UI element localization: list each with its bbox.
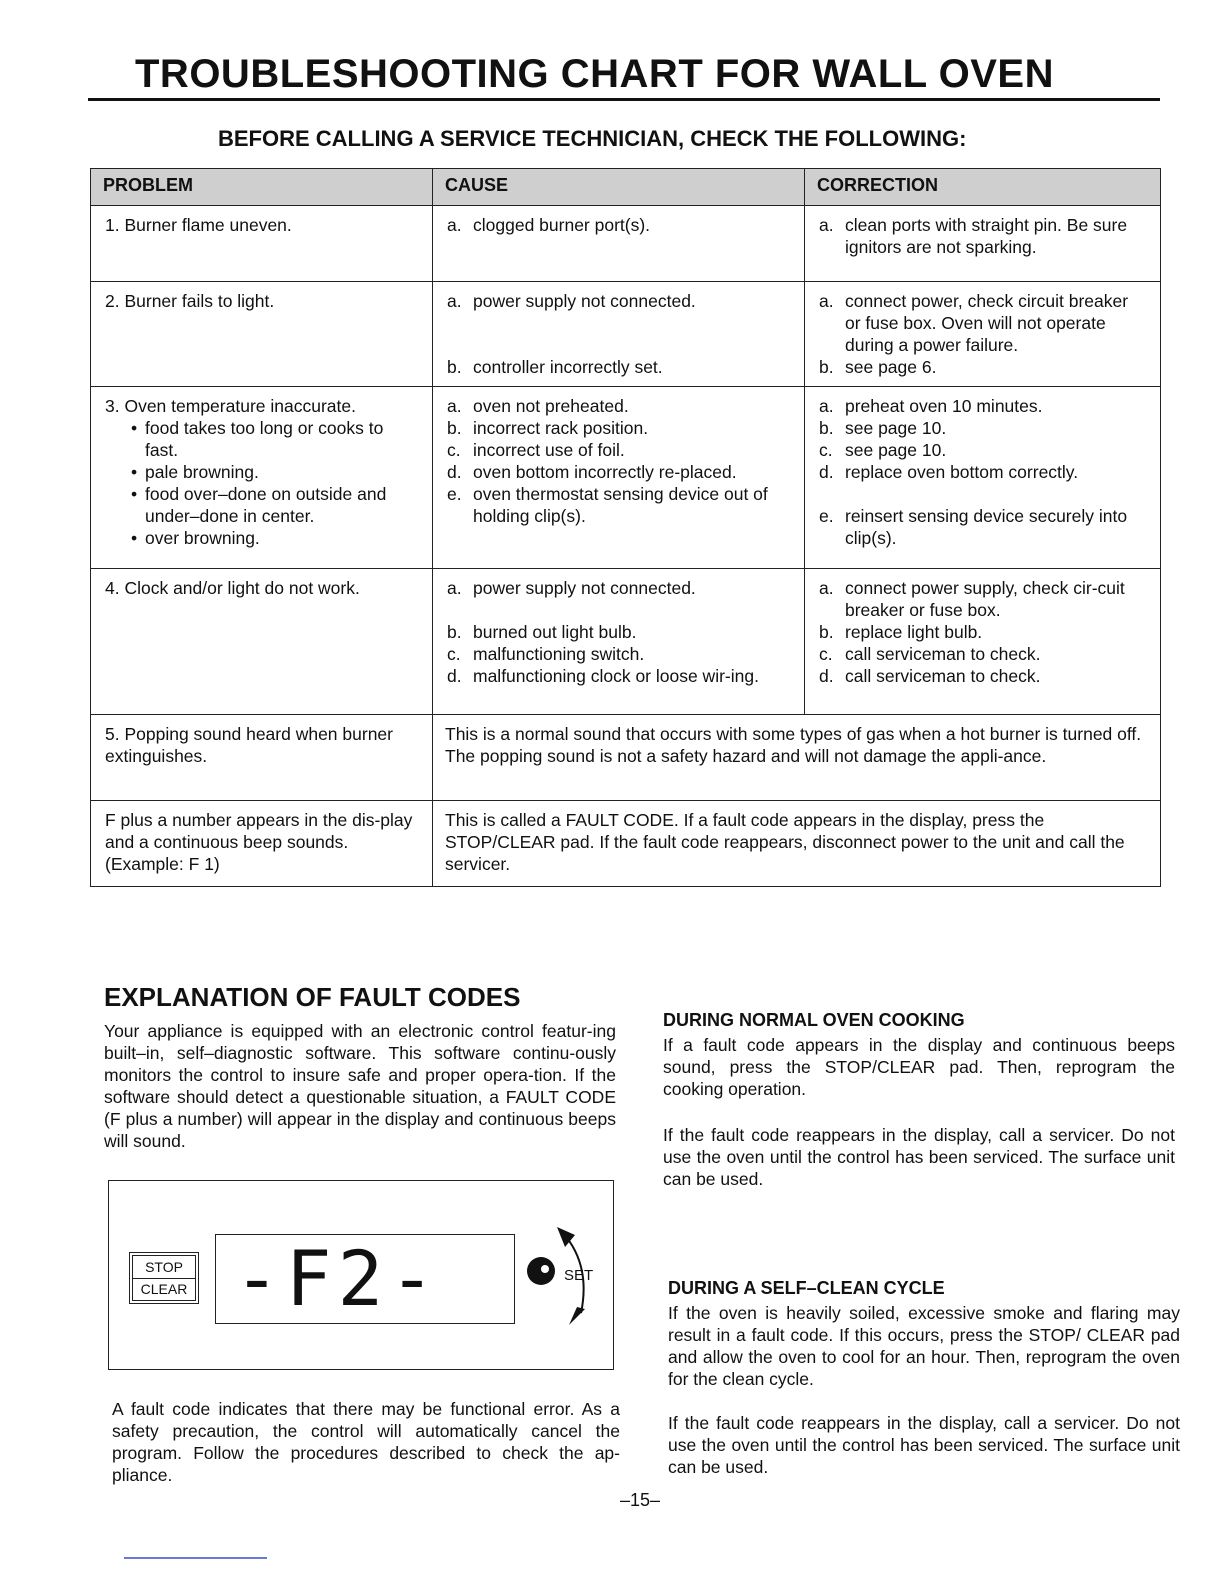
correction-cell (805, 387, 1161, 569)
problem-text: 5. Popping sound heard when burner extinguishes. (105, 724, 393, 766)
page-subtitle: BEFORE CALLING A SERVICE TECHNICIAN, CHECK THE FOLLOWING: (218, 126, 967, 151)
problem-cell (91, 387, 433, 569)
correction-item: a. connect power, check circuit breaker or fuse box. Oven will not operate during a power failure. (819, 291, 1129, 355)
problem-cell (91, 569, 433, 715)
cause-item: a. power supply not connected. (447, 578, 696, 598)
correction-item: a. connect power supply, check cir-cuit breaker or fuse box. (819, 578, 1125, 620)
problem-text: 2. Burner fails to light. (105, 291, 275, 311)
correction-item: c. call serviceman to check. (819, 644, 1041, 664)
problem-cell (91, 206, 433, 282)
self-clean-paragraph-1: If the oven is heavily soiled, excessive smoke and flaring may result in a fault code. If this occurs, press the STOP/ CLEAR pad and allow the oven to cool for an hour. Then, reprogram the oven for the clean cycle. (668, 1303, 1180, 1389)
correction-item: d. replace oven bottom correctly. (819, 462, 1079, 482)
page-number: –15– (620, 1490, 661, 1510)
cause-item: b. controller incorrectly set. (447, 357, 663, 377)
header-cause: CAUSE (433, 169, 805, 206)
list-item: • over browning. (131, 527, 420, 549)
list-item: • food takes too long or cooks to fast. (131, 417, 420, 461)
table-row (91, 715, 1161, 801)
list-item: • food over–done on outside and under–done in center. (131, 483, 420, 527)
combined-answer-cell (433, 801, 1161, 887)
combined-answer-cell (433, 715, 1161, 801)
footer-rule (124, 1557, 267, 1559)
problem-bullet-list (105, 417, 420, 549)
cause-cell (433, 282, 805, 387)
table-row (91, 801, 1161, 887)
normal-cooking-heading: DURING NORMAL OVEN COOKING (663, 1010, 965, 1030)
problem-text: F plus a number appears in the dis-play and a continuous beep sounds. (Example: F 1) (105, 810, 413, 874)
stop-label: STOP (145, 1258, 183, 1275)
problem-cell (91, 801, 433, 887)
control-panel-illustration (108, 1180, 614, 1370)
fault-codes-heading: EXPLANATION OF FAULT CODES (104, 982, 521, 1012)
correction-cell (805, 206, 1161, 282)
cause-item: d. oven bottom incorrectly re-placed. (447, 462, 737, 482)
cause-item: c. incorrect use of foil. (447, 440, 625, 460)
cause-item: a. oven not preheated. (447, 396, 629, 416)
page-title: TROUBLESHOOTING CHART FOR WALL OVEN (135, 52, 1054, 96)
correction-cell (805, 282, 1161, 387)
problem-text: 4. Clock and/or light do not work. (105, 578, 360, 598)
cause-cell (433, 387, 805, 569)
table-header-row (91, 169, 1161, 206)
combined-answer-text: This is called a FAULT CODE. If a fault code appears in the display, press the STOP/CLEAR pad. If the fault code reappears, disconnect power to the unit and call the servicer. (445, 810, 1125, 874)
title-underline (88, 98, 1160, 101)
self-clean-heading: DURING A SELF–CLEAN CYCLE (668, 1278, 945, 1298)
header-correction: CORRECTION (805, 169, 1161, 206)
display-window (215, 1234, 515, 1324)
cause-item: a. power supply not connected. (447, 291, 696, 311)
self-clean-paragraph-2: If the fault code reappears in the display, call a servicer. Do not use the oven until the control has been serviced. The surface unit can be used. (668, 1413, 1180, 1477)
correction-item: b. see page 6. (819, 357, 937, 377)
clear-label: CLEAR (133, 1278, 195, 1301)
combined-answer-text: This is a normal sound that occurs with some types of gas when a hot burner is turned off. The popping sound is not a safety hazard and will not damage the appli-ance. (445, 724, 1142, 766)
correction-item: c. see page 10. (819, 440, 947, 460)
problem-cell (91, 282, 433, 387)
problem-text: 1. Burner flame uneven. (105, 215, 292, 235)
fault-code-caption: A fault code indicates that there may be functional error. As a safety precaution, the control will automatically cancel the program. Follow the procedures described to check the ap-pliance. (112, 1399, 620, 1485)
troubleshooting-table (90, 168, 1161, 887)
correction-item: a. preheat oven 10 minutes. (819, 396, 1043, 416)
table-row (91, 282, 1161, 387)
correction-item: b. replace light bulb. (819, 622, 983, 642)
table-row (91, 387, 1161, 569)
cause-item: b. incorrect rack position. (447, 418, 649, 438)
cause-item: c. malfunctioning switch. (447, 644, 645, 664)
correction-cell (805, 569, 1161, 715)
cause-item: d. malfunctioning clock or loose wir-ing. (447, 666, 759, 686)
list-item: • pale browning. (131, 461, 420, 483)
cause-item: a. clogged burner port(s). (447, 215, 651, 235)
fault-code-readout: -F2- (234, 1234, 442, 1323)
correction-item: d. call serviceman to check. (819, 666, 1041, 686)
fault-codes-intro: Your appliance is equipped with an electronic control featur-ing built–in, self–diagnostic software. This software continu-ously monitors the control to insure safe and proper opera-tion. If the software should detect a questionable situation, a FAULT CODE (F plus a number) will appear in the display and continuous beeps will sound. (104, 1021, 616, 1151)
problem-text: 3. Oven temperature inaccurate. (105, 396, 356, 416)
normal-cooking-paragraph-2: If the fault code reappears in the display, call a servicer. Do not use the oven until the control has been serviced. The surface unit can be used. (663, 1125, 1175, 1189)
table-row (91, 569, 1161, 715)
stop-clear-pad (129, 1252, 199, 1304)
cause-item: b. burned out light bulb. (447, 622, 637, 642)
header-problem: PROBLEM (91, 169, 433, 206)
correction-item: a. clean ports with straight pin. Be sure ignitors are not sparking. (819, 215, 1128, 257)
correction-item: e. reinsert sensing device securely into clip(s). (819, 506, 1128, 548)
table-row (91, 206, 1161, 282)
correction-item: b. see page 10. (819, 418, 947, 438)
set-label: SET (564, 1267, 594, 1284)
cause-item: e. oven thermostat sensing device out of holding clip(s). (447, 484, 768, 526)
cause-cell (433, 569, 805, 715)
cause-cell (433, 206, 805, 282)
problem-cell (91, 715, 433, 801)
normal-cooking-paragraph-1: If a fault code appears in the display and continuous beeps sound, press the STOP/CLEAR pad. Then, reprogram the cooking operation. (663, 1035, 1175, 1099)
